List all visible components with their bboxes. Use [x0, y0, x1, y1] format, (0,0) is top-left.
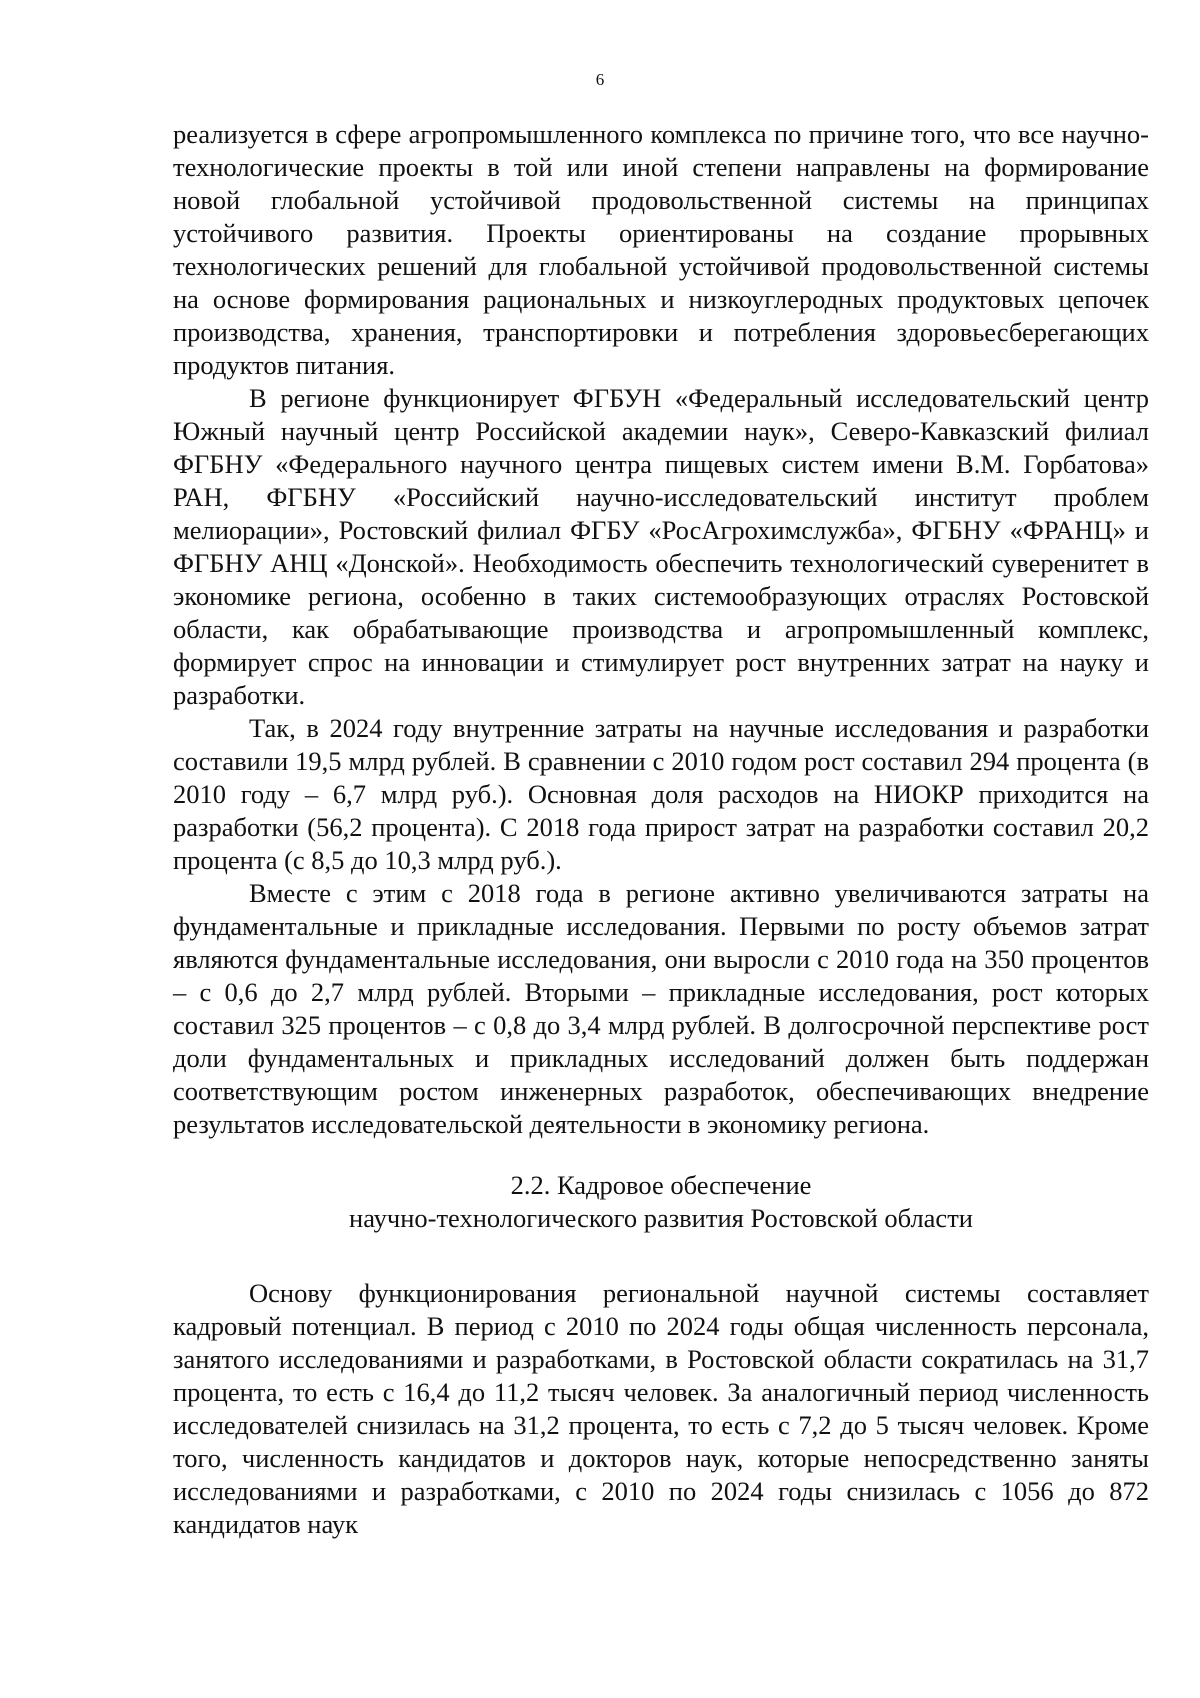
paragraph-personnel: Основу функционирования региональной научной системы составляет кадровый потенциал. В период с 2010 по 2024 годы общая численность персонала, занятого исследованиями и разработками, в Ростовской области сократилась на 31,7 процента, то есть с 16,4 до 11,2 тысяч человек. За аналогичный период численность исследователей снизилась на 31,2 процента, то есть с 7,2 до 5 тысяч человек. Кроме того, численность кандидатов и докторов наук, которые непосредственно заняты исследованиями и разработками, с 2010 по 2024 годы снизилась с 1056 до 872 кандидатов наук [173, 1278, 1149, 1539]
section-heading [173, 1169, 1149, 1235]
document-body [173, 118, 1149, 1541]
page-number: 6 [595, 70, 605, 89]
paragraph-rd-expenses: Так, в 2024 году внутренние затраты на научные исследования и разработки составили 19,5 млрд рублей. В сравнении с 2010 годом рост составил 294 процента (в 2010 году – 6,7 млрд руб.). Основная доля расходов на НИОКР приходится на разработки (56,2 процента). С 2018 года прирост затрат на разработки составил 20,2 процента (с 8,5 до 10,3 млрд руб.). [173, 713, 1149, 875]
section-heading-line-1: 2.2. Кадровое обеспечение [510, 1170, 812, 1200]
section-heading-line-2: научно-технологического развития Ростовской области [349, 1203, 973, 1233]
paragraph-fundamental-research: Вместе с этим с 2018 года в регионе активно увеличиваются затраты на фундаментальные и прикладные исследования. Первыми по росту объемов затрат являются фундаментальные исследования, они выросли с 2010 года на 350 процентов – с 0,6 до 2,7 млрд рублей. Вторыми – прикладные исследования, рост которых составил 325 процентов – с 0,8 до 3,4 млрд рублей. В долгосрочной перспективе рост доли фундаментальных и прикладных исследований должен быть поддержан соответствующим ростом инженерных разработок, обеспечивающих внедрение результатов исследовательской деятельности в экономику региона. [173, 878, 1149, 1139]
paragraph-research-institutions: В регионе функционирует ФГБУН «Федеральный исследовательский центр Южный научный центр Российской академии наук», Северо-Кавказский филиал ФГБНУ «Федерального научного центра пищевых систем имени В.М. Горбатова» РАН, ФГБНУ «Российский научно-исследовательский институт проблем мелиорации», Ростовский филиал ФГБУ «РосАгрохимслужба», ФГБНУ «ФРАНЦ» и ФГБНУ АНЦ «Донской». Необходимость обеспечить технологический суверенитет в экономике региона, особенно в таких системообразующих отраслях Ростовской области, как обрабатывающие производства и агропромышленный комплекс, формирует спрос на инновации и стимулирует рост внутренних затрат на науку и разработки. [173, 383, 1149, 710]
paragraph-agro-sphere: реализуется в сфере агропромышленного комплекса по причине того, что все научно-технологические проекты в той или иной степени направлены на формирование новой глобальной устойчивой продовольственной системы на принципах устойчивого развития. Проекты ориентированы на создание прорывных технологических решений для глобальной устойчивой продовольственной системы на основе формирования рациональных и низкоуглеродных продуктовых цепочек производства, хранения, транспортировки и потребления здоровьесберегающих продуктов питания. [173, 119, 1149, 380]
